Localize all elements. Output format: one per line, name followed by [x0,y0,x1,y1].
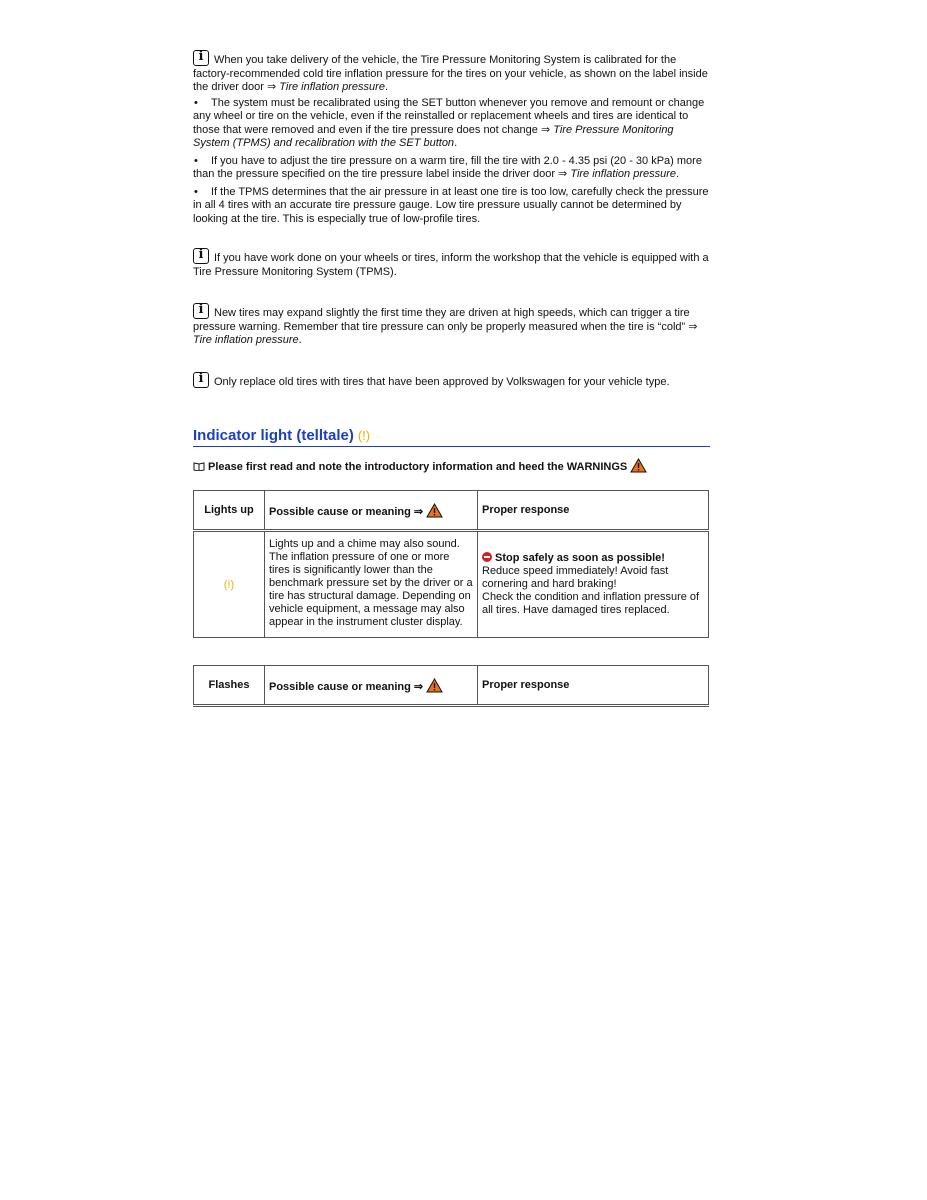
header-text: Possible cause or meaning ⇒ [269,680,424,693]
bullet-dot: • [194,96,198,109]
cross-reference-link[interactable]: Tire Pressure Monitoring System (TPMS) and recalibration with the SET button [193,123,674,149]
response-bold-text: Stop safely as soon as possible! [495,552,665,564]
col-header-cause [265,666,478,706]
telltale-cell [194,531,265,638]
tpms-telltale-icon: (!) [357,428,371,443]
info-icon [193,372,209,388]
col-header-flashes: Flashes [194,666,265,706]
info-icon [193,303,209,319]
stop-icon [482,552,492,562]
bullet-dot: • [194,185,198,198]
cross-reference-link[interactable]: Tire inflation pressure [193,334,299,346]
col-header-response: Proper response [478,491,709,531]
bullet-text: If the TPMS determines that the air pressure in at least one tire is too low, carefully check the pressure in all 4 tires with an accurate tire pressure gauge. Low tire pressure usually cannot be determined by looking at the tire. This is especially true of low-profile tires. [193,185,709,225]
bullet-item-2 [193,155,710,182]
section-heading [193,427,710,447]
page-content [193,50,710,707]
bullet-item-1 [193,97,710,151]
bullet-text: If you have to adjust the tire pressure on a warm tire, fill the tire with 2.0 - 4.35 psi (20 - 30 kPa) more than the pressure specified on the tire pressure label inside the driver door [193,154,702,180]
punctuation: . [298,334,302,346]
col-header-cause [265,491,478,531]
response-text-2: Check the condition and inflation pressure of all tires. Have damaged tires replaced. [482,591,700,616]
section-title-text: Indicator light (telltale) [193,427,354,444]
note-text: If you have work done on your wheels or tires, inform the workshop that the vehicle is equipped with a Tire Pressure Monitoring System (TPMS). [193,252,709,278]
tpms-telltale-icon: (!) [223,578,235,591]
info-note-4 [193,372,710,390]
punctuation: . [384,81,388,93]
warning-triangle-icon [426,503,443,518]
table-row [194,531,709,638]
info-note-3 [193,303,710,348]
bullet-text: The system must be recalibrated using the SET button whenever you remove and remount or change any wheel or tire on the vehicle, even if the reinstalled or replacement wheels and tires are identical to those that were removed and even if the tire pressure does not change [193,96,705,136]
punctuation: . [454,137,458,149]
punctuation: . [676,168,680,180]
info-note-2 [193,248,710,279]
warning-triangle-icon [630,458,647,473]
col-header-lights-up: Lights up [194,491,265,531]
book-icon [193,462,205,471]
cross-reference-link[interactable]: Tire inflation pressure [570,168,676,180]
arrow-glyph: ⇒ [540,123,551,136]
arrow-glyph: ⇒ [688,320,698,333]
intro-line [193,458,710,474]
info-note-1 [193,50,710,95]
response-text-1: Reduce speed immediately! Avoid fast cornering and hard braking! [482,565,669,590]
header-text: Possible cause or meaning ⇒ [269,505,424,518]
response-cell [478,531,709,638]
table-header-row [194,491,709,531]
response-heading [482,552,704,565]
col-header-response: Proper response [478,666,709,706]
arrow-glyph: ⇒ [558,168,568,180]
cross-reference-link[interactable]: Tire inflation pressure [279,81,385,93]
note-text: New tires may expand slightly the first time they are driven at high speeds, which can trigger a tire pressure warning. Remember that tire pressure can only be properly measured when the tire is “cold” [193,307,690,333]
bullet-item-3 [193,186,710,227]
note-text: When you take delivery of the vehicle, the Tire Pressure Monitoring System is calibrated for the factory-recommended cold tire inflation pressure for the tires on your vehicle, as shown on the label inside the driver door [193,54,708,93]
info-icon [193,248,209,264]
table-lights-up [193,490,709,638]
info-icon [193,50,209,66]
table-header-row [194,666,709,706]
arrow-glyph: ⇒ [266,81,277,93]
note-text: Only replace old tires with tires that have been approved by Volkswagen for your vehicle type. [214,375,670,388]
table-flashes [193,665,709,707]
bullet-dot: • [194,154,198,167]
cause-cell: Lights up and a chime may also sound. The inflation pressure of one or more tires is significantly lower than the benchmark pressure set by the driver or a tire has structural damage. Depending on vehicle equipment, a message may also appear in the instrument cluster display. [265,531,478,638]
warning-triangle-icon [426,678,443,693]
intro-text: Please first read and note the introductory information and heed the WARNINGS [208,461,628,473]
